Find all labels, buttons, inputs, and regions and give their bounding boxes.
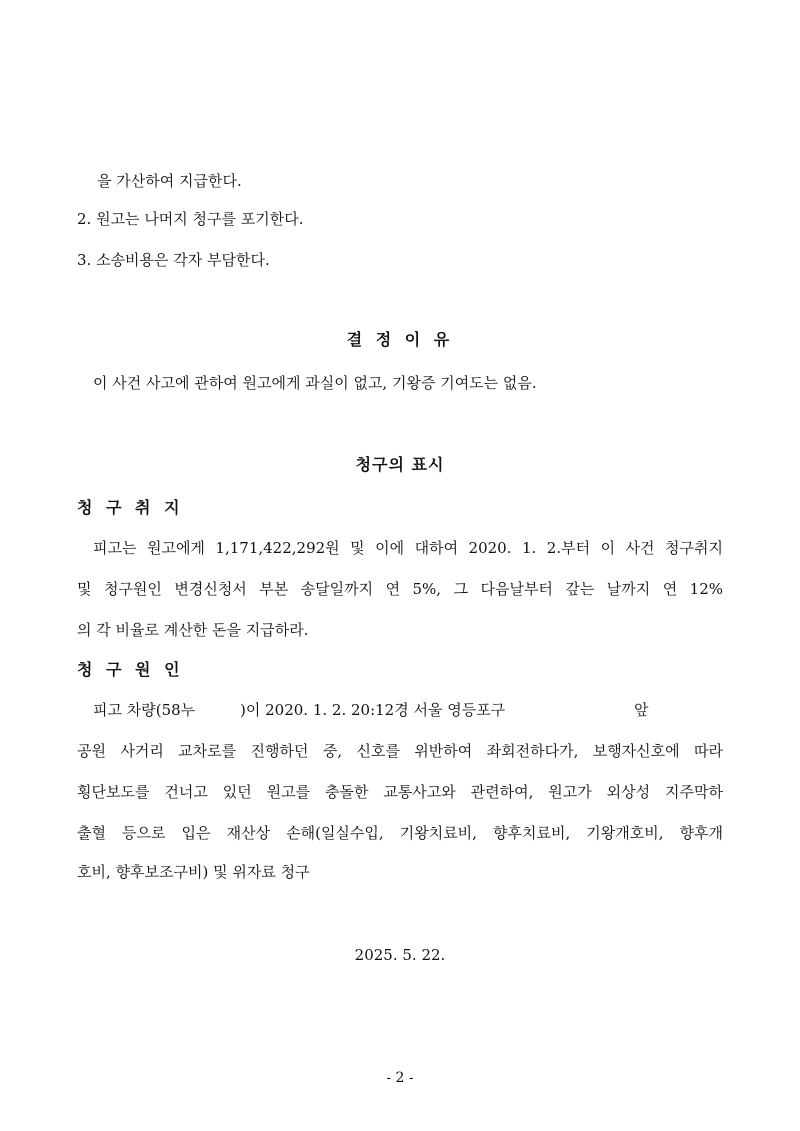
order-item-2: 2. 원고는 나머지 청구를 포기한다. [77, 210, 304, 228]
claim-cause-line-3: 횡단보도를 건너고 있던 원고를 충돌한 교통사고와 관련하여, 원고가 외상성 지주막하 [77, 783, 723, 801]
claim-purpose-line-1: 피고는 원고에게 1,171,422,292원 및 이에 대하여 2020. 1. 2.부터 이 사건 청구취지 [93, 539, 723, 557]
claim-cause-heading: 청 구 원 인 [77, 660, 184, 679]
claim-cause-line-5: 호비, 향후보조구비) 및 위자료 청구 [77, 863, 310, 881]
claim-cause-line-1a: 피고 차량(58누 [93, 701, 196, 719]
decision-date: 2025. 5. 22. [354, 946, 446, 964]
reasons-text: 이 사건 사고에 관하여 원고에게 과실이 없고, 기왕증 기여도는 없음. [93, 374, 537, 392]
order-continuation-line: 을 가산하여 지급한다. [97, 172, 242, 190]
reasons-heading: 결 정 이 유 [346, 330, 454, 349]
order-item-3: 3. 소송비용은 각자 부담한다. [77, 251, 270, 269]
page-number: - 2 - [386, 1070, 414, 1086]
claim-cause-line-2: 공원 사거리 교차로를 진행하던 중, 신호를 위반하여 좌회전하다가, 보행자신호에 따라 [77, 742, 723, 760]
claim-display-heading: 청구의 표시 [355, 455, 445, 474]
claim-cause-line-4: 출혈 등으로 입은 재산상 손해(일실수입, 기왕치료비, 향후치료비, 기왕개호비, 향후개 [77, 824, 723, 842]
claim-cause-line-1b: )이 2020. 1. 2. 20:12경 서울 영등포구 [240, 701, 506, 719]
claim-purpose-line-3: 의 각 비율로 계산한 돈을 지급하라. [77, 621, 309, 639]
claim-cause-line-1c: 앞 [634, 701, 649, 719]
claim-purpose-line-2: 및 청구원인 변경신청서 부본 송달일까지 연 5%, 그 다음날부터 갚는 날까지 연 12% [77, 580, 723, 598]
claim-purpose-heading: 청 구 취 지 [77, 498, 184, 517]
